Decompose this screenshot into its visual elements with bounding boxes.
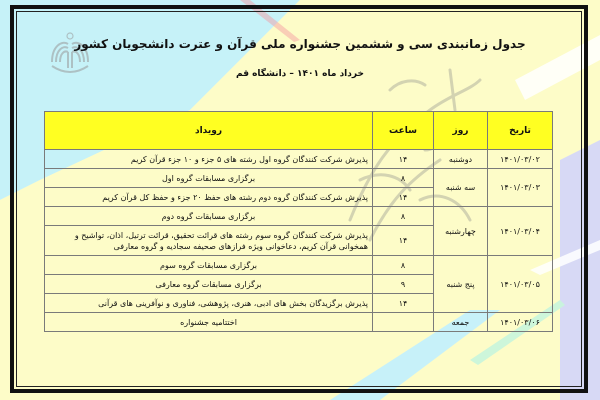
day-cell: سه شنبه <box>434 169 488 207</box>
time-cell: ۱۴ <box>373 188 434 207</box>
event-cell: برگزاری مسابقات گروه معارفی <box>45 275 373 294</box>
event-cell: اختتامیه جشنواره <box>45 313 373 332</box>
event-cell: پذیرش برگزیدگان بخش های ادبی، هنری، پژوهشی، فناوری و نوآفرینی های قرآنی <box>45 294 373 313</box>
column-header-date: تاریخ <box>488 112 553 150</box>
time-cell: ۹ <box>373 275 434 294</box>
event-cell: پذیرش شرکت کنندگان گروه اول رشته های ۵ جزء و ۱۰ جزء قرآن کریم <box>45 150 373 169</box>
table-header-row <box>45 112 553 150</box>
table-row <box>45 313 553 332</box>
date-cell: ۱۴۰۱/۰۳/۰۵ <box>488 256 553 313</box>
event-cell: برگزاری مسابقات گروه اول <box>45 169 373 188</box>
event-cell: برگزاری مسابقات گروه سوم <box>45 256 373 275</box>
event-cell: پذیرش شرکت کنندگان گروه دوم رشته های حفظ ۲۰ جزء و حفظ کل قرآن کریم <box>45 188 373 207</box>
table-row <box>45 169 553 188</box>
time-cell: ۱۴ <box>373 226 434 256</box>
event-cell: پذیرش شرکت کنندگان گروه سوم رشته های قرائت تحقیق، قرائت ترتیل، اذان، تواشیح و همخوانی قرآن کریم، دعاخوانی ویژه فرازهای صحیفه سجادیه و گروه معارفی <box>45 226 373 256</box>
day-cell: جمعه <box>434 313 488 332</box>
time-cell: ۸ <box>373 256 434 275</box>
time-cell: ۱۴ <box>373 150 434 169</box>
table-row <box>45 207 553 226</box>
time-cell <box>373 313 434 332</box>
table-row <box>45 150 553 169</box>
date-cell: ۱۴۰۱/۰۳/۰۴ <box>488 207 553 256</box>
date-cell: ۱۴۰۱/۰۳/۰۲ <box>488 150 553 169</box>
time-cell: ۸ <box>373 169 434 188</box>
time-cell: ۸ <box>373 207 434 226</box>
day-cell: چهارشنبه <box>434 207 488 256</box>
column-header-time: ساعت <box>373 112 434 150</box>
date-cell: ۱۴۰۱/۰۳/۰۶ <box>488 313 553 332</box>
event-cell: برگزاری مسابقات گروه دوم <box>45 207 373 226</box>
page-title: جدول زمانبندی سی و ششمین جشنواره ملی قرآن و عترت دانشجویان کشور <box>74 37 526 51</box>
day-cell: پنج شنبه <box>434 256 488 313</box>
schedule-table <box>44 111 553 332</box>
column-header-event: رویداد <box>45 112 373 150</box>
page-subtitle: خرداد ماه ۱۴۰۱ – دانشگاه قم <box>236 69 364 79</box>
column-header-day: روز <box>434 112 488 150</box>
time-cell: ۱۴ <box>373 294 434 313</box>
date-cell: ۱۴۰۱/۰۳/۰۳ <box>488 169 553 207</box>
table-row <box>45 256 553 275</box>
day-cell: دوشنبه <box>434 150 488 169</box>
